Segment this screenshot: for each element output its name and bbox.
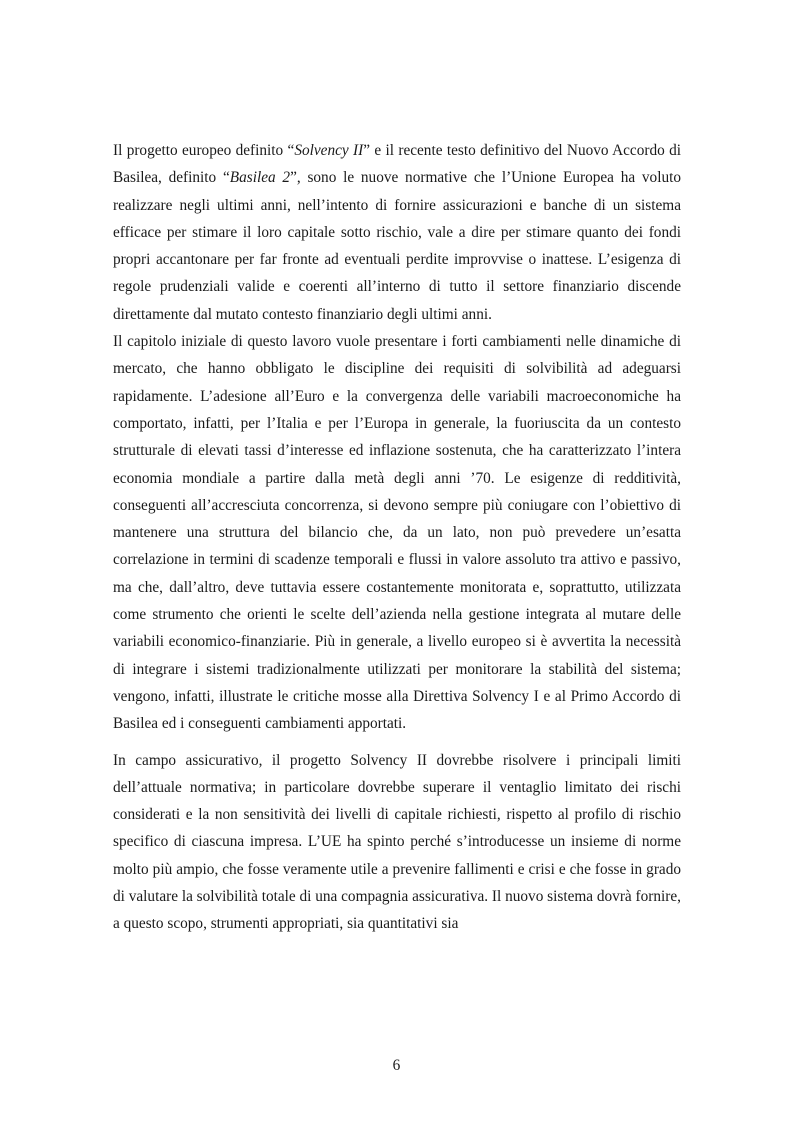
- paragraph-2: [113, 328, 681, 737]
- basilea-2-term: Basilea 2: [229, 169, 291, 187]
- paragraph-1-text-end: ”, sono le nuove normative che l’Unione Europea ha voluto realizzare negli ultimi anni, nell’intento di fornire assicurazioni e banche di un sistema efficace per stimare il loro capitale sotto rischio, vale a dire per stimare quanto dei fondi propri accantonare per far fronte ad eventuali perdite improvvise o inattese. L’esigenza di regole prudenziali valide e coerenti all’interno di tutto il settore finanziario discende direttamente dal mutato contesto finanziario degli ultimi anni.: [113, 169, 682, 323]
- paragraph-3: [113, 747, 681, 938]
- paragraph-1-text-cont: ” e il recente testo definitivo del Nuovo Accordo di Basilea, definito “: [113, 142, 681, 187]
- paragraph-1-text: Il progetto europeo definito “: [113, 142, 295, 159]
- solvency-ii-term: Solvency II: [294, 142, 364, 159]
- page-number: 6: [392, 1057, 401, 1074]
- paragraph-3-text: In campo assicurativo, il progetto Solvency II dovrebbe risolvere i principali limiti dell’attuale normativa; in particolare dovrebbe superare il ventaglio limitato dei rischi considerati e la non sensitività dei livelli di capitale richiesti, rispetto al profilo di rischio specifico di ciascuna impresa. L’UE ha spinto perché s’introducesse un insieme di norme molto più ampio, che fosse veramente utile a prevenire fallimenti e crisi e che fosse in grado di valutare la solvibilità totale di una compagnia assicurativa. Il nuovo sistema dovrà fornire, a questo scopo, strumenti appropriati, sia quantitativi sia: [113, 751, 681, 933]
- body-text: [113, 137, 681, 938]
- paragraph-1: [113, 137, 681, 328]
- paragraph-2-text: Il capitolo iniziale di questo lavoro vuole presentare i forti cambiamenti nelle dinamiche di mercato, che hanno obbligato le discipline dei requisiti di solvibilità ad adeguarsi rapidamente. L’adesione all’Euro e la convergenza delle variabili macroeconomiche ha comportato, infatti, per l’Italia e per l’Europa in generale, la fuoriuscita da un contesto strutturale di elevati tassi d’interesse ed inflazione sostenuta, che ha caratterizzato l’intera economia mondiale a partire dalla metà degli anni ’70. Le esigenze di redditività, conseguenti all’accresciuta concorrenza, si devono sempre più coniugare con l’obiettivo di mantenere una struttura del bilancio che, da un lato, non può prevedere un’esatta correlazione in termini di scadenze temporali e flussi in valore assoluto tra attivo e passivo, ma che, dall’altro, deve tuttavia essere costantemente monitorata e, soprattutto, utilizzata come strumento che orienti le scelte dell’azienda nella gestione integrata al mutare delle variabili economico-finanziarie. Più in generale, a livello europeo si è avvertita la necessità di integrare i sistemi tradizionalmente utilizzati per monitorare la stabilità del sistema; vengono, infatti, illustrate le critiche mosse alla Direttiva Solvency I e al Primo Accordo di Basilea ed i conseguenti cambiamenti apportati.: [113, 333, 681, 733]
